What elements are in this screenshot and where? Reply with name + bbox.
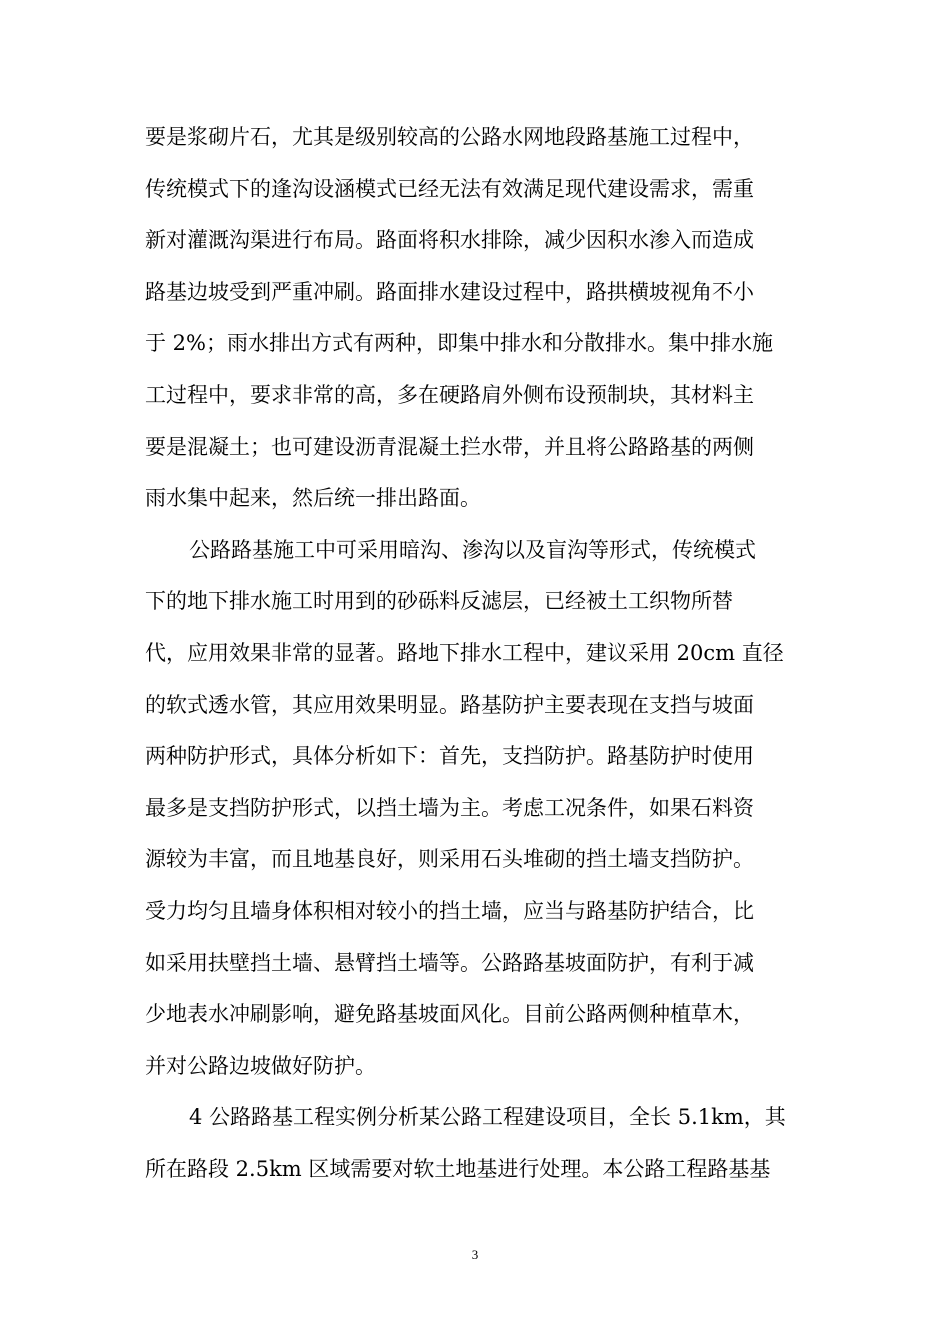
text-line: 的软式透水管，其应用效果明显。路基防护主要表现在支挡与坡面 (145, 692, 754, 717)
text-line: 最多是支挡防护形式，以挡土墙为主。考虑工况条件，如果石料资 (145, 795, 754, 820)
text-line: 如采用扶壁挡土墙、悬臂挡土墙等。公路路基坡面防护，有利于减 (145, 950, 754, 975)
text-line: 工过程中，要求非常的高，多在硬路肩外侧布设预制块，其材料主 (145, 382, 754, 407)
text-line: 雨水集中起来，然后统一排出路面。 (145, 486, 481, 511)
body-text (145, 112, 810, 1195)
text-line: 代，应用效果非常的显著。路地下排水工程中，建议采用 20cm 直径 (145, 640, 784, 665)
text-line: 并对公路边坡做好防护。 (145, 1053, 376, 1078)
text-line: 新对灌溉沟渠进行布局。路面将积水排除，减少因积水渗入而造成 (145, 228, 754, 253)
text-line: 受力均匀且墙身体积相对较小的挡土墙，应当与路基防护结合，比 (145, 898, 754, 923)
text-line: 要是混凝土；也可建设沥青混凝土拦水带，并且将公路路基的两侧 (145, 434, 754, 459)
paragraph-first-line: 4 公路路基工程实例分析某公路工程建设项目，全长 5.1km，其 (189, 1105, 786, 1130)
text-line: 于 2%；雨水排出方式有两种，即集中排水和分散排水。集中排水施 (145, 331, 773, 356)
text-line: 下的地下排水施工时用到的砂砾料反滤层，已经被土工织物所替 (145, 589, 733, 614)
paragraph-first-line: 公路路基施工中可采用暗沟、渗沟以及盲沟等形式，传统模式 (189, 537, 756, 562)
text-line: 少地表水冲刷影响，避免路基坡面风化。目前公路两侧种植草木， (145, 1002, 754, 1027)
text-line: 要是浆砌片石，尤其是级别较高的公路水网地段路基施工过程中， (145, 125, 754, 149)
text-line: 传统模式下的逢沟设涵模式已经无法有效满足现代建设需求，需重 (145, 176, 754, 201)
text-line: 源较为丰富，而且地基良好，则采用石头堆砌的挡土墙支挡防护。 (145, 847, 754, 872)
text-line: 路基边坡受到严重冲刷。路面排水建设过程中，路拱横坡视角不小 (145, 279, 754, 304)
page-number: 3 (471, 1247, 479, 1262)
text-line: 所在路段 2.5km 区域需要对软土地基进行处理。本公路工程路基基 (145, 1156, 771, 1181)
text-line: 两种防护形式，具体分析如下：首先，支挡防护。路基防护时使用 (145, 744, 754, 769)
